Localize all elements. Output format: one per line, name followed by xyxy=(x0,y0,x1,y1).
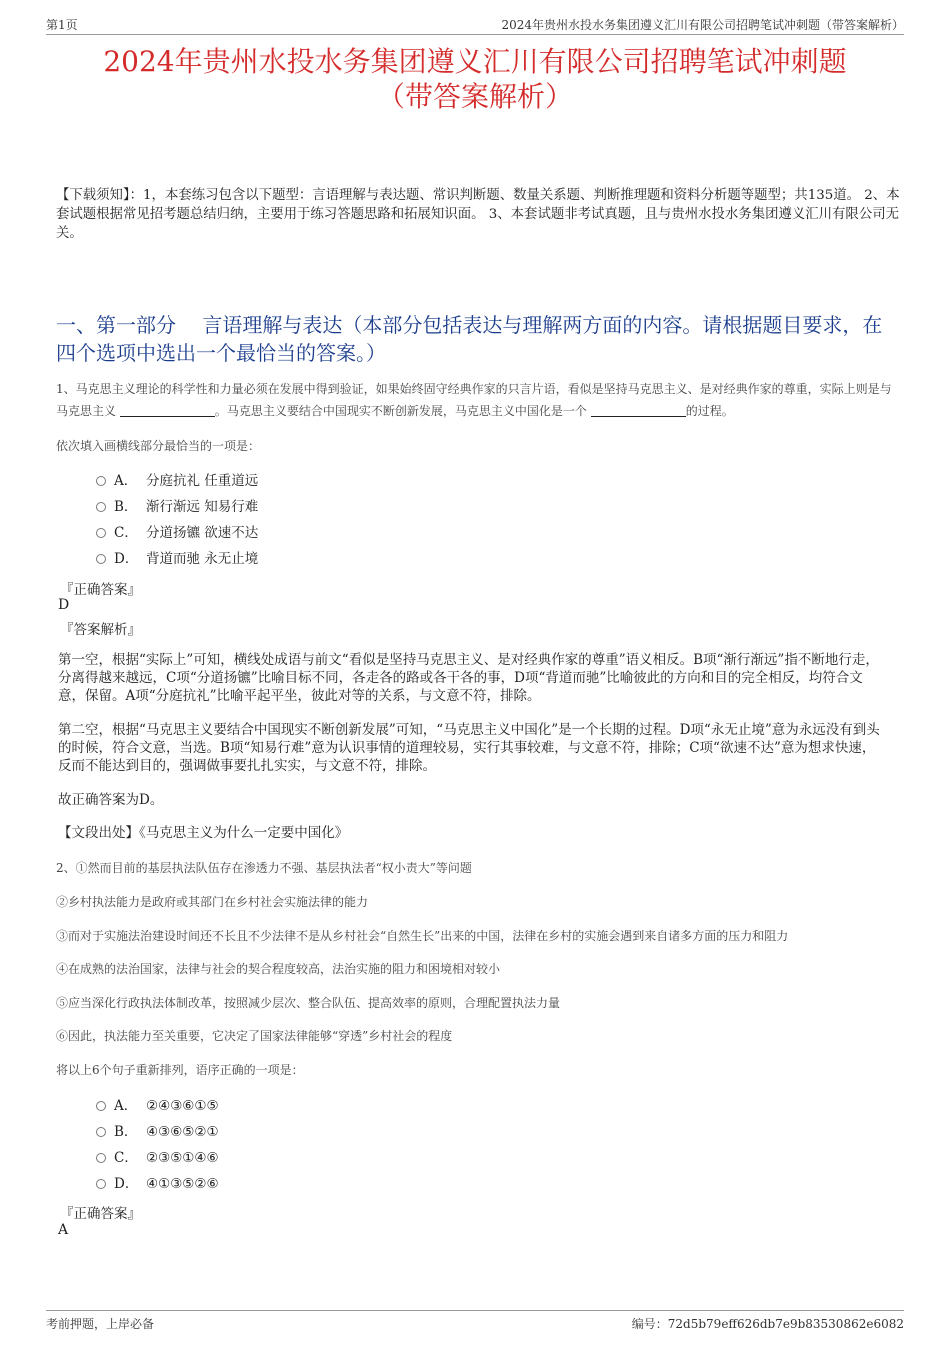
page-number: 第1页 xyxy=(46,18,78,32)
q1-answer-label: 『正确答案』 xyxy=(60,582,141,598)
q1-conclusion: 故正确答案为D。 xyxy=(58,792,164,808)
q2-sentence-1: 2、①然而目前的基层执法队伍存在渗透力不强、基层执法者“权小责大”等问题 xyxy=(56,861,472,875)
q1-option-c[interactable]: C． 分道扬镳 欲速不达 xyxy=(96,523,258,543)
radio-icon[interactable] xyxy=(96,1127,106,1137)
radio-icon[interactable] xyxy=(96,1101,106,1111)
q1-source: 【文段出处】《马克思主义为什么一定要中国化》 xyxy=(58,825,349,841)
q2-option-a[interactable]: A． ②④③⑥①⑤ xyxy=(96,1096,219,1116)
radio-icon[interactable] xyxy=(96,1153,106,1163)
q2-sentence-5: ⑤应当深化行政执法体制改革，按照减少层次、整合队伍、提高效率的原则，合理配置执法力量 xyxy=(56,996,561,1010)
title-line-1: 2024年贵州水投水务集团遵义汇川有限公司招聘笔试冲刺题 xyxy=(103,45,847,78)
question-2-prompt: 将以上6个句子重新排列，语序正确的一项是： xyxy=(56,1063,304,1077)
q1-option-b[interactable]: B． 渐行渐远 知易行难 xyxy=(96,497,258,517)
q1-answer: D xyxy=(58,597,70,613)
q1-analysis-label: 『答案解析』 xyxy=(60,622,141,638)
q2-answer-label: 『正确答案』 xyxy=(60,1206,141,1222)
question-1-stem xyxy=(56,378,902,422)
footer-doc-id: 编号：72d5b79eff626db7e9b83530862e6082 xyxy=(631,1317,904,1331)
footer-slogan: 考前押题，上岸必备 xyxy=(46,1317,155,1331)
q2-option-d[interactable]: D． ④①③⑤②⑥ xyxy=(96,1174,219,1194)
radio-icon[interactable] xyxy=(96,476,106,486)
q2-sentence-2: ②乡村执法能力是政府或其部门在乡村社会实施法律的能力 xyxy=(56,895,369,909)
question-1-text-b: 。马克思主义要结合中国现实不断创新发展，马克思主义中国化是一个 xyxy=(214,404,587,418)
radio-icon[interactable] xyxy=(96,1179,106,1189)
q1-option-d[interactable]: D． 背道而驰 永无止境 xyxy=(96,549,258,569)
q2-sentence-6: ⑥因此，执法能力至关重要，它决定了国家法律能够“穿透”乡村社会的程度 xyxy=(56,1029,453,1043)
section-heading: 一、第一部分 言语理解与表达（本部分包括表达与理解两方面的内容。请根据题目要求，在四个选项中选出一个最恰当的答案。） xyxy=(56,313,883,365)
radio-icon[interactable] xyxy=(96,554,106,564)
q2-sentence-4: ④在成熟的法治国家，法律与社会的契合程度较高，法治实施的阻力和困境相对较小 xyxy=(56,962,501,976)
q2-option-b[interactable]: B． ④③⑥⑤②① xyxy=(96,1122,219,1142)
radio-icon[interactable] xyxy=(96,528,106,538)
page-footer xyxy=(46,1310,904,1333)
q1-analysis-paragraph-1: 第一空，根据“实际上”可知，横线处成语与前文“看似是坚持马克思主义、是对经典作家的尊重”语义相反。B项“渐行渐远”指不断地行走，分离得越来越远，C项“分道扬镳”比喻目标不同，各走各的路或各干各的事，D项“背道而驰”比喻彼此的方向和目的完全相反，均符合文意，保留。A项“分庭抗礼”比喻平起平坐，彼此对等的关系，与文意不符，排除。 xyxy=(58,652,879,704)
q2-answer: A xyxy=(58,1222,69,1238)
q2-sentence-3: ③而对于实施法治建设时间还不长且不少法律不是从乡村社会“自然生长”出来的中国，法律在乡村的实施会遇到来自诸多方面的压力和阻力 xyxy=(56,929,789,943)
page-header xyxy=(46,16,904,35)
radio-icon[interactable] xyxy=(96,502,106,512)
download-notice: 【下载须知】：1，本套练习包含以下题型：言语理解与表达题、常识判断题、数量关系题、判断推理题和资料分析题等题型；共135道。 2、本套试题根据常见招考题总结归纳，主要用于练习答题思路和拓展知识面。 3、本套试题非考试真题，且与贵州水投水务集团遵义汇川有限公司无关。 xyxy=(56,188,900,241)
header-doc-title: 2024年贵州水投水务集团遵义汇川有限公司招聘笔试冲刺题（带答案解析） xyxy=(501,18,904,32)
q1-option-a[interactable]: A． 分庭抗礼 任重道远 xyxy=(96,471,258,491)
q1-analysis-paragraph-2: 第二空，根据“马克思主义要结合中国现实不断创新发展”可知，“马克思主义中国化”是一个长期的过程。D项“永无止境”意为永远没有到头的时候，符合文意，当选。B项“知易行难”意为认识事情的道理较易，实行其事较难，与文意不符，排除；C项“欲速不达”意为想求快速，反而不能达到目的，强调做事要扎扎实实，与文意不符，排除。 xyxy=(58,722,880,774)
answer-blank-2 xyxy=(591,404,686,417)
title-line-2: （带答案解析） xyxy=(376,80,573,113)
question-1-text-a: 1、马克思主义理论的科学性和力量必须在发展中得到验证，如果始终固守经典作家的只言片语，看似是坚持马克思主义、是对经典作家的尊重，实际上则是与马克思主义 xyxy=(56,382,892,418)
document-title xyxy=(0,44,950,114)
question-1-text-c: 的过程。 xyxy=(685,404,734,418)
question-1-prompt: 依次填入画横线部分最恰当的一项是： xyxy=(56,439,261,453)
answer-blank-1 xyxy=(120,404,215,417)
q2-option-c[interactable]: C． ②③⑤①④⑥ xyxy=(96,1148,219,1168)
